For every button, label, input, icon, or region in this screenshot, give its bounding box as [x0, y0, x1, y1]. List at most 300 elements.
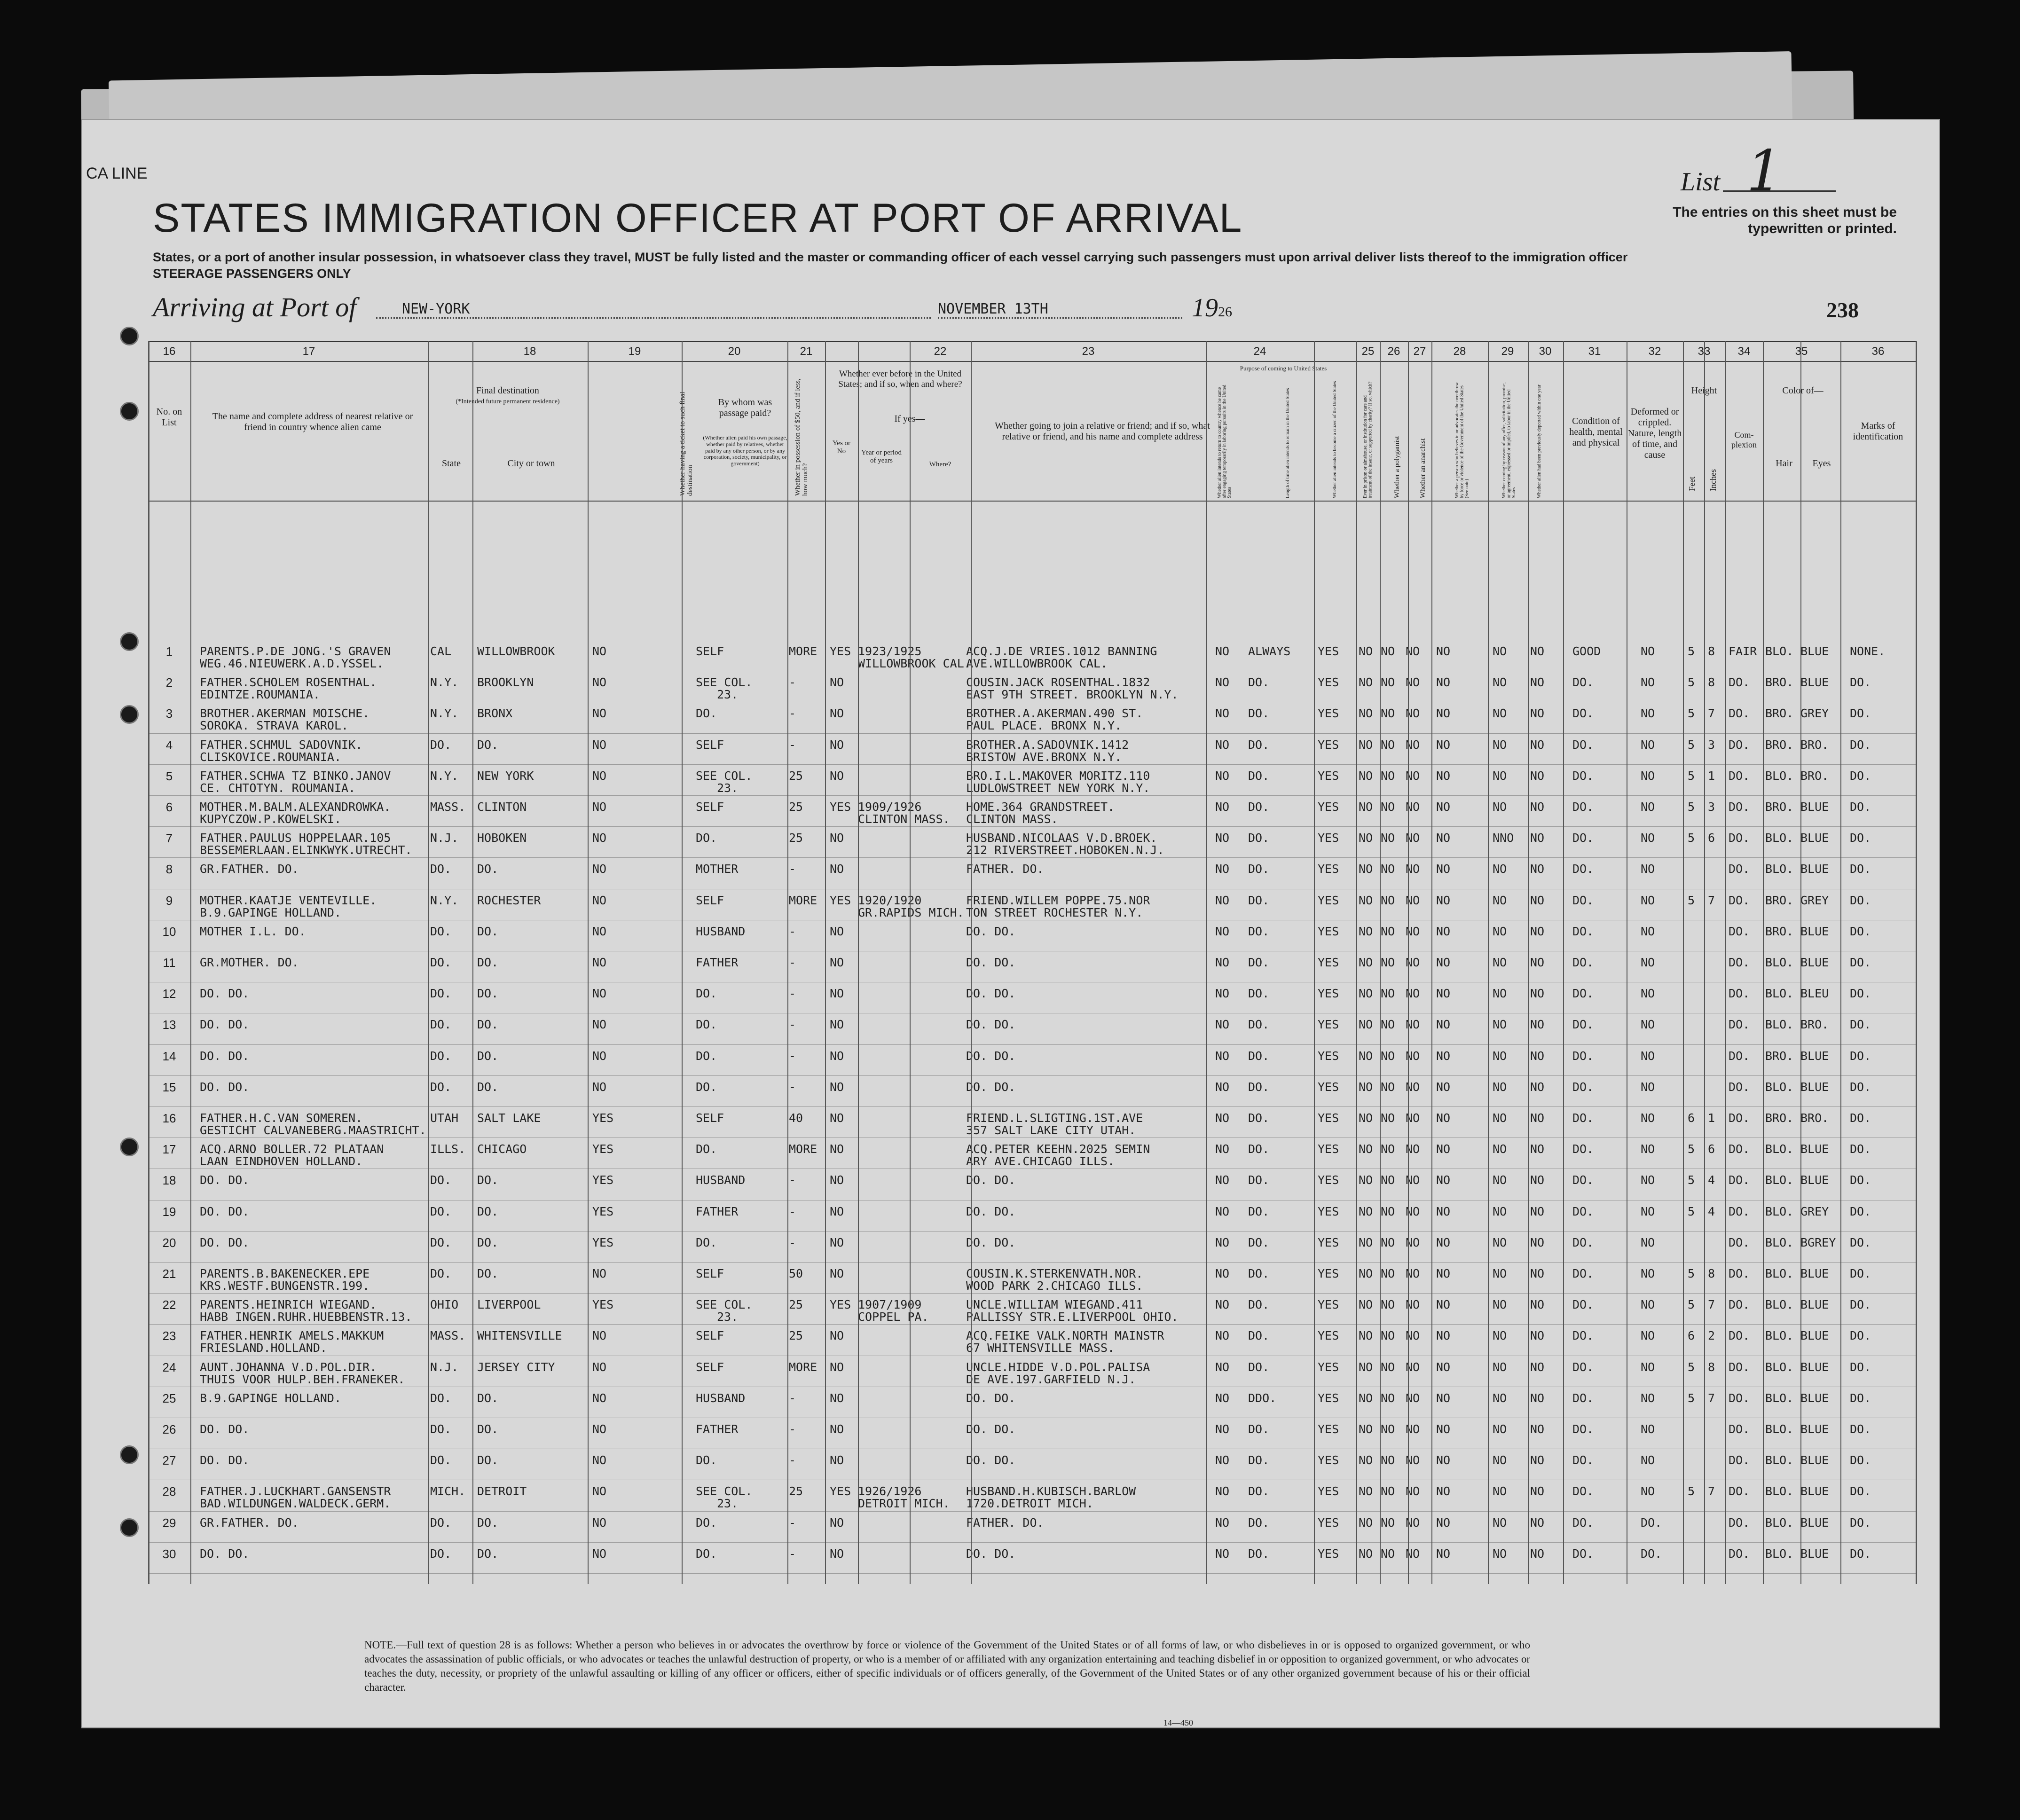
cell-eyes: BLUE: [1800, 1173, 1829, 1187]
cell-p2: DDO.: [1248, 1391, 1277, 1405]
cell-st: OHIO: [430, 1298, 459, 1312]
cell-c29: NNO: [1493, 831, 1514, 845]
column-number-row: [148, 341, 1916, 362]
cell-c25: NO: [1359, 1049, 1373, 1063]
cell-c30: NO: [1530, 1453, 1545, 1467]
cell-rel1: GR.FATHER. DO.: [200, 862, 299, 876]
cell-c26: NO: [1381, 862, 1395, 876]
cell-mk: DO.: [1850, 831, 1871, 845]
hdr-eyes: Eyes: [1812, 458, 1831, 469]
cell-c30: NO: [1530, 1360, 1545, 1374]
cell-p3: YES: [1318, 831, 1339, 845]
cell-rel1: AUNT.JOHANNA V.D.POL.DIR.: [200, 1360, 377, 1374]
cell-c30: NO: [1530, 644, 1545, 658]
cell-rel2: EDINTZE.ROUMANIA.: [200, 688, 320, 702]
cell-tk: NO: [592, 831, 607, 845]
cell-cx: DO.: [1729, 1329, 1750, 1343]
hdr-overthrow: Whether a person who believes in or advocates the overthrow by force or violence of the Government of the United States (See note): [1454, 382, 1470, 498]
cell-paid: SELF: [696, 1360, 724, 1374]
row-number: 22: [162, 1298, 176, 1312]
cell-st: DO.: [430, 1515, 452, 1530]
cell-ft: 5: [1688, 1142, 1695, 1156]
cell-tk: NO: [592, 1453, 607, 1467]
cell-city: WILLOWBROOK: [477, 644, 555, 658]
column-divider: [1528, 341, 1529, 1584]
cell-c32: NO: [1641, 1142, 1655, 1156]
cell-c32: NO: [1641, 1360, 1655, 1374]
cell-c29: NO: [1493, 1018, 1507, 1032]
cell-join1: DO. DO.: [966, 956, 1016, 969]
row-number: 7: [165, 831, 173, 846]
cell-mon: MORE: [789, 893, 817, 907]
cell-c32: NO: [1641, 1049, 1655, 1063]
cell-p1: NO: [1215, 769, 1230, 783]
cell-st: N.Y.: [430, 769, 459, 783]
cell-c27: NO: [1406, 706, 1420, 721]
cell-join2: CLINTON MASS.: [966, 812, 1058, 826]
cell-rel1: DO. DO.: [200, 1235, 250, 1249]
cell-p3: YES: [1318, 1422, 1339, 1436]
hdr-feet: Feet: [1687, 477, 1697, 491]
cell-cx: DO.: [1729, 1391, 1750, 1405]
cell-eyes: BLUE: [1800, 675, 1829, 690]
cell-tk: NO: [592, 987, 607, 1001]
cell-mk: DO.: [1850, 1298, 1871, 1312]
row-divider: [148, 1075, 1916, 1076]
cell-city: DO.: [477, 1235, 499, 1249]
cell-ft: 5: [1688, 769, 1695, 783]
cell-paid: DO.: [696, 1515, 717, 1530]
column-divider: [1356, 341, 1357, 1584]
cell-mk: DO.: [1850, 1204, 1871, 1218]
cell-mk: DO.: [1850, 1235, 1871, 1249]
cell-mk: DO.: [1850, 1049, 1871, 1063]
column-divider: [858, 341, 859, 1584]
cell-c30: NO: [1530, 737, 1545, 752]
cell-st: N.Y.: [430, 893, 459, 907]
cell-per: 1926/1926: [858, 1484, 922, 1498]
cell-eyes: BLUE: [1800, 1422, 1829, 1436]
cell-c32: NO: [1641, 800, 1655, 814]
cell-join2: EAST 9TH STREET. BROOKLYN N.Y.: [966, 688, 1179, 702]
row-number: 10: [162, 924, 176, 939]
row-divider: [148, 1324, 1916, 1325]
cell-in: 7: [1708, 1298, 1715, 1312]
hdr-height: Height: [1691, 385, 1717, 396]
column-number: 27: [1413, 345, 1426, 358]
cell-tk: NO: [592, 706, 607, 721]
cell-c30: NO: [1530, 1018, 1545, 1032]
cell-p3: YES: [1318, 1204, 1339, 1218]
row-divider: [148, 857, 1916, 858]
cell-c31: DO.: [1572, 675, 1594, 690]
cell-p1: NO: [1215, 893, 1230, 907]
row-divider: [148, 1511, 1916, 1512]
cell-c31: DO.: [1572, 1360, 1594, 1374]
cell-p1: NO: [1215, 956, 1230, 969]
cell-join2: LUDLOWSTREET NEW YORK N.Y.: [966, 781, 1150, 795]
cell-c32: DO.: [1641, 1515, 1662, 1530]
cell-ft: 5: [1688, 706, 1695, 721]
cell-st: ILLS.: [430, 1142, 466, 1156]
cell-tk: NO: [592, 769, 607, 783]
cell-hair: BLO.: [1765, 987, 1794, 1001]
hdr-money: Whether in possession of $50, and if less, how much?: [794, 378, 809, 496]
cell-hair: BRO.: [1765, 924, 1794, 938]
column-number: 33: [1698, 345, 1711, 358]
cell-mon: -: [789, 1515, 796, 1530]
cell-p2: DO.: [1248, 1453, 1270, 1467]
row-number: 12: [162, 987, 176, 1001]
cell-p3: YES: [1318, 1049, 1339, 1063]
row-number: 14: [162, 1049, 176, 1063]
cell-c29: NO: [1493, 1298, 1507, 1312]
cell-c25: NO: [1359, 1391, 1373, 1405]
cell-join1: BROTHER.A.AKERMAN.490 ST.: [966, 706, 1143, 721]
cell-eyes: BLUE: [1800, 1484, 1829, 1498]
cell-c31: DO.: [1572, 1204, 1594, 1218]
cell-c28: NO: [1436, 862, 1451, 876]
cell-p2: DO.: [1248, 1267, 1270, 1280]
cell-paid: DO.: [696, 1018, 717, 1032]
cell-c28: NO: [1436, 831, 1451, 845]
cell-p1: NO: [1215, 831, 1230, 845]
cell-c31: DO.: [1572, 1111, 1594, 1125]
row-divider: [148, 1044, 1916, 1045]
row-number: 1: [165, 644, 173, 659]
cell-paid2: 23.: [717, 688, 739, 702]
binder-hole: [120, 1518, 139, 1537]
cell-join1: DO. DO.: [966, 924, 1016, 938]
cell-hair: BLO.: [1765, 1422, 1794, 1436]
row-number: 9: [165, 893, 173, 908]
cell-c31: DO.: [1572, 706, 1594, 721]
cell-cx: DO.: [1729, 1049, 1750, 1063]
cell-c27: NO: [1406, 924, 1420, 938]
cell-c31: DO.: [1572, 1515, 1594, 1530]
cell-c27: NO: [1406, 987, 1420, 1001]
cell-c30: NO: [1530, 1329, 1545, 1343]
cell-p2: DO.: [1248, 1111, 1270, 1125]
cell-p3: YES: [1318, 924, 1339, 938]
hdr-purpose-c: Whether alien intends to become a citizen of the United States: [1332, 381, 1337, 498]
cell-ft: 5: [1688, 1204, 1695, 1218]
cell-tk: NO: [592, 862, 607, 876]
cell-st: N.J.: [430, 1360, 459, 1374]
row-number: 5: [165, 769, 173, 783]
column-divider: [1380, 341, 1381, 1584]
hdr-passage-note: (Whether alien paid his own passage, whether paid by relatives, whether paid by any other person, or by any corporation, society, municipality, or government): [703, 434, 787, 467]
cell-mk: DO.: [1850, 1142, 1871, 1156]
cell-rel1: BROTHER.AKERMAN MOISCHE.: [200, 706, 370, 721]
cell-c26: NO: [1381, 1173, 1395, 1187]
cell-rel1: MOTHER.KAATJE VENTEVILLE.: [200, 893, 377, 907]
cell-c32: NO: [1641, 769, 1655, 783]
cell-yn: NO: [830, 1391, 844, 1405]
cell-yn: NO: [830, 1173, 844, 1187]
column-number: 18: [523, 345, 536, 358]
cell-c31: DO.: [1572, 987, 1594, 1001]
cell-paid2: 23.: [717, 781, 739, 795]
cell-paid: FATHER: [696, 1422, 739, 1436]
cell-c31: DO.: [1572, 1018, 1594, 1032]
column-number: 30: [1539, 345, 1552, 358]
cell-p1: NO: [1215, 1453, 1230, 1467]
cell-st: DO.: [430, 956, 452, 969]
cell-c25: NO: [1359, 1329, 1373, 1343]
cell-p3: YES: [1318, 644, 1339, 658]
binder-hole: [120, 327, 139, 345]
cell-city: HOBOKEN: [477, 831, 527, 845]
cell-c31: DO.: [1572, 924, 1594, 938]
cell-yn: NO: [830, 956, 844, 969]
cell-c28: NO: [1436, 1018, 1451, 1032]
cell-c30: NO: [1530, 1422, 1545, 1436]
cell-cx: DO.: [1729, 1235, 1750, 1249]
cell-c27: NO: [1406, 1391, 1420, 1405]
cell-in: 4: [1708, 1173, 1715, 1187]
date-value: NOVEMBER 13TH: [938, 301, 1048, 317]
cell-c27: NO: [1406, 1111, 1420, 1125]
cell-join1: HOME.364 GRANDSTREET.: [966, 800, 1115, 814]
cell-tk: NO: [592, 800, 607, 814]
cell-cx: DO.: [1729, 1453, 1750, 1467]
cell-c30: NO: [1530, 800, 1545, 814]
cell-rel1: FATHER.H.C.VAN SOMEREN.: [200, 1111, 363, 1125]
hdr-labor: Whether coming by reason of any offer, solicitation, promise, or agreement, expressed or implied, to labor in the United States: [1501, 382, 1517, 498]
cell-c27: NO: [1406, 1515, 1420, 1530]
column-number: 22: [934, 345, 947, 358]
cell-cx: DO.: [1729, 1484, 1750, 1498]
cell-c32: NO: [1641, 1329, 1655, 1343]
cell-c26: NO: [1381, 1142, 1395, 1156]
cell-yn: NO: [830, 1267, 844, 1280]
cell-hair: BLO.: [1765, 1546, 1794, 1561]
cell-c29: NO: [1493, 1267, 1507, 1280]
row-number: 11: [163, 956, 176, 970]
cell-tk: YES: [592, 1204, 614, 1218]
cell-c30: NO: [1530, 1515, 1545, 1530]
cell-c25: NO: [1359, 800, 1373, 814]
cell-rel1: FATHER.SCHMUL SADOVNIK.: [200, 737, 363, 752]
cell-c30: NO: [1530, 1080, 1545, 1094]
year-suffix: 26: [1218, 304, 1232, 320]
cell-c26: NO: [1381, 1267, 1395, 1280]
cell-mk: DO.: [1850, 1391, 1871, 1405]
cell-c25: NO: [1359, 1515, 1373, 1530]
cell-yn: NO: [830, 1235, 844, 1249]
cell-tk: NO: [592, 1484, 607, 1498]
cell-c29: NO: [1493, 1391, 1507, 1405]
row-number: 3: [165, 706, 173, 721]
cell-hair: BLO.: [1765, 831, 1794, 845]
cell-c27: NO: [1406, 1235, 1420, 1249]
footnote: NOTE.—Full text of question 28 is as follows: Whether a person who believes in or advocates the overthrow by force or violence of the Government of the United States or of all forms of law, or who disbelieves in or is opposed to organized government, or who advocates the assassination of public officials, or who advocates or teaches the unlawful destruction of property, or who is a member of or affiliated with any organization entertaining and teaching disbelief in or opposition to organized government, or who advocates or teaches the duty, necessity, or propriety of the unlawful assaulting or killing of any officer or officers, either of specific individuals or of officers generally, of the Government of the United States or of any other organized government because of his or their official character.: [364, 1639, 1530, 1693]
cell-c28: NO: [1436, 1267, 1451, 1280]
cell-p1: NO: [1215, 644, 1230, 658]
column-number: 31: [1588, 345, 1601, 358]
cell-rel1: PARENTS.P.DE JONG.'S GRAVEN: [200, 644, 391, 658]
cell-hair: BLO.: [1765, 1360, 1794, 1374]
column-number: 17: [302, 345, 315, 358]
cell-join1: FATHER. DO.: [966, 1515, 1044, 1530]
cell-p3: YES: [1318, 1018, 1339, 1032]
hdr-anarchist: Whether an anarchist: [1419, 438, 1427, 498]
cell-c26: NO: [1381, 1080, 1395, 1094]
hdr-if-yes: If yes—: [894, 414, 925, 424]
cell-c30: NO: [1530, 1049, 1545, 1063]
cell-mk: DO.: [1850, 987, 1871, 1001]
cell-join2: DE AVE.197.GARFIELD N.J.: [966, 1372, 1136, 1386]
cell-cx: DO.: [1729, 769, 1750, 783]
cell-p1: NO: [1215, 1111, 1230, 1125]
cell-tk: NO: [592, 1329, 607, 1343]
cell-tk: YES: [592, 1298, 614, 1312]
cell-rel1: PARENTS.HEINRICH WIEGAND.: [200, 1298, 377, 1312]
row-number: 30: [162, 1546, 176, 1561]
row-divider: [148, 1573, 1916, 1574]
cell-yn: NO: [830, 1515, 844, 1530]
cell-paid: DO.: [696, 1080, 717, 1094]
cell-cx: DO.: [1729, 1111, 1750, 1125]
cell-eyes: BLUE: [1800, 862, 1829, 876]
cell-p2: DO.: [1248, 1422, 1270, 1436]
cell-paid: SEE COL.: [696, 1484, 753, 1498]
cell-mk: DO.: [1850, 1267, 1871, 1280]
cell-eyes: BLUE: [1800, 1453, 1829, 1467]
cell-c27: NO: [1406, 769, 1420, 783]
row-number: 6: [165, 800, 173, 814]
cell-c29: NO: [1493, 1546, 1507, 1561]
cell-rel2: BESSEMERLAAN.ELINKWYK.UTRECHT.: [200, 843, 412, 857]
cell-rel1: DO. DO.: [200, 987, 250, 1001]
cell-c32: NO: [1641, 1422, 1655, 1436]
cell-mk: DO.: [1850, 1329, 1871, 1343]
cell-c31: DO.: [1572, 1080, 1594, 1094]
cell-mon: -: [789, 1204, 796, 1218]
cell-mon: MORE: [789, 644, 817, 658]
cell-c28: NO: [1436, 644, 1451, 658]
cell-p3: YES: [1318, 1142, 1339, 1156]
cell-city: DO.: [477, 1422, 499, 1436]
cell-mk: DO.: [1850, 862, 1871, 876]
cell-city: DO.: [477, 1453, 499, 1467]
column-number: 21: [800, 345, 813, 358]
cell-p3: YES: [1318, 1391, 1339, 1405]
hdr-color-of: Color of—: [1782, 385, 1824, 396]
cell-st: DO.: [430, 1080, 452, 1094]
cell-p1: NO: [1215, 862, 1230, 876]
cell-join1: COUSIN.JACK ROSENTHAL.1832: [966, 675, 1150, 690]
cell-c25: NO: [1359, 1142, 1373, 1156]
cell-yn: NO: [830, 737, 844, 752]
cell-p3: YES: [1318, 1267, 1339, 1280]
row-number: 19: [162, 1204, 176, 1219]
cell-hair: BRO.: [1765, 1049, 1794, 1063]
cell-p1: NO: [1215, 1391, 1230, 1405]
cell-c26: NO: [1381, 706, 1395, 721]
cell-city: DO.: [477, 1049, 499, 1063]
cell-city: SALT LAKE: [477, 1111, 541, 1125]
cell-join1: ACQ.FEIKE VALK.NORTH MAINSTR: [966, 1329, 1164, 1343]
cell-c28: NO: [1436, 924, 1451, 938]
cell-eyes: BLUE: [1800, 956, 1829, 969]
cell-st: MASS.: [430, 1329, 466, 1343]
cell-c31: DO.: [1572, 1298, 1594, 1312]
cell-eyes: BRO.: [1800, 1018, 1829, 1032]
cell-c30: NO: [1530, 706, 1545, 721]
cell-c25: NO: [1359, 924, 1373, 938]
cell-c25: NO: [1359, 1422, 1373, 1436]
cell-c28: NO: [1436, 1204, 1451, 1218]
cell-c28: NO: [1436, 737, 1451, 752]
cell-rel2: B.9.GAPINGE HOLLAND.: [200, 905, 342, 919]
cell-paid: HUSBAND: [696, 924, 746, 938]
cell-mk: DO.: [1850, 1360, 1871, 1374]
cell-c28: NO: [1436, 675, 1451, 690]
column-number: 32: [1648, 345, 1661, 358]
cell-hair: BRO.: [1765, 800, 1794, 814]
cell-mon: -: [789, 1546, 796, 1561]
row-divider: [148, 1262, 1916, 1263]
hdr-deported: Whether alien had been previously deported within one year: [1537, 384, 1542, 498]
cell-rel2: CE. CHTOTYN. ROUMANIA.: [200, 781, 356, 795]
cell-yn: NO: [830, 1142, 844, 1156]
cell-c29: NO: [1493, 956, 1507, 969]
cell-tk: NO: [592, 675, 607, 690]
cell-st: DO.: [430, 1391, 452, 1405]
hdr-purpose-b: Length of time alien intends to remain in the United States: [1285, 388, 1290, 498]
cell-p2: DO.: [1248, 1235, 1270, 1249]
cell-mk: DO.: [1850, 1422, 1871, 1436]
column-number: 29: [1501, 345, 1514, 358]
cell-c29: NO: [1493, 1142, 1507, 1156]
row-number: 2: [165, 675, 173, 690]
cell-join1: DO. DO.: [966, 987, 1016, 1001]
hdr-period: Year or period of years: [861, 449, 902, 465]
cell-rel1: ACQ.ARNO BOLLER.72 PLATAAN: [200, 1142, 384, 1156]
cell-c25: NO: [1359, 1360, 1373, 1374]
cell-yn: NO: [830, 1329, 844, 1343]
cell-mk: DO.: [1850, 1080, 1871, 1094]
cell-rel2: THUIS VOOR HULP.BEH.FRANEKER.: [200, 1372, 405, 1386]
cell-join1: DO. DO.: [966, 1173, 1016, 1187]
cell-rel1: FATHER.HENRIK AMELS.MAKKUM: [200, 1329, 384, 1343]
cell-p2: DO.: [1248, 987, 1270, 1001]
cell-paid: FATHER: [696, 1204, 739, 1218]
cell-p2: DO.: [1248, 1018, 1270, 1032]
row-number: 23: [162, 1329, 176, 1343]
cell-c32: NO: [1641, 862, 1655, 876]
cell-c31: DO.: [1572, 1484, 1594, 1498]
cell-rel2: BAD.WILDUNGEN.WALDECK.GERM.: [200, 1497, 391, 1511]
cell-hair: BLO.: [1765, 1235, 1794, 1249]
cell-eyes: BLUE: [1800, 831, 1829, 845]
row-number: 28: [162, 1484, 176, 1499]
cell-hair: BLO.: [1765, 1204, 1794, 1218]
cell-paid: DO.: [696, 831, 717, 845]
cell-c25: NO: [1359, 1484, 1373, 1498]
cell-c27: NO: [1406, 1204, 1420, 1218]
cell-p1: NO: [1215, 737, 1230, 752]
cell-mon: -: [789, 706, 796, 721]
cell-ft: 5: [1688, 644, 1695, 658]
cell-c26: NO: [1381, 1049, 1395, 1063]
row-number: 17: [162, 1142, 176, 1157]
column-divider: [825, 341, 826, 1584]
cell-c31: DO.: [1572, 862, 1594, 876]
cell-yn: YES: [830, 644, 851, 658]
